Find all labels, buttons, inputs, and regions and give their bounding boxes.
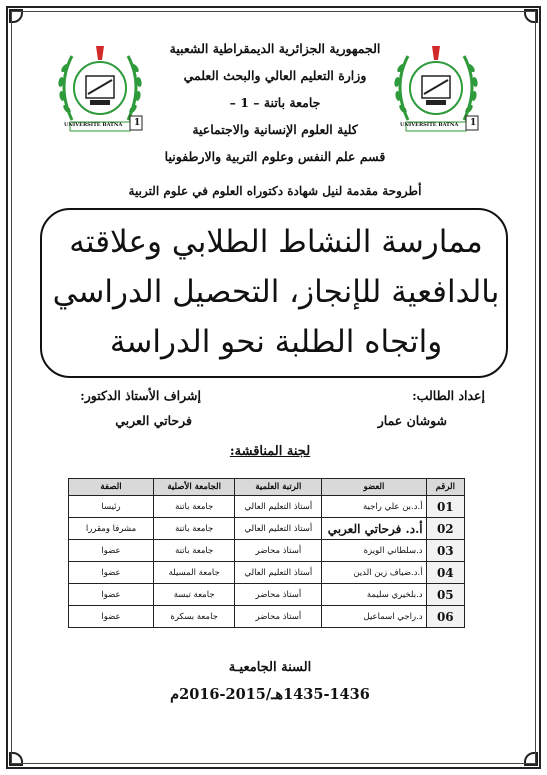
row-rank: أستاذ التعليم العالي [235, 496, 322, 518]
header-university: جامعة باتنة – 1 – [229, 95, 321, 110]
thesis-note: أطروحة مقدمة لنيل شهادة دكتوراه العلوم في علوم التربية [128, 184, 422, 198]
committee-title: لجنة المناقشة: [229, 444, 311, 459]
supervisor-name: فرحاتي العربي [115, 413, 192, 428]
prepared-by-label: إعداد الطالب: [412, 388, 485, 403]
table-header-row [69, 479, 465, 496]
supervisor-label: إشراف الأستاذ الدكتور: [80, 388, 201, 403]
row-member: أ.د.ضياف زين الدين [322, 562, 426, 584]
table-row [69, 540, 465, 562]
table-row [69, 518, 465, 540]
row-rank: أستاذ محاضر [235, 584, 322, 606]
row-member: أ.د.بن علي راجية [322, 496, 426, 518]
title-line-1: ممارسة النشاط الطلابي وعلاقته [69, 224, 483, 260]
committee-table [68, 478, 465, 628]
logo-number: 1 [134, 118, 141, 128]
row-role: عضوا [69, 606, 154, 628]
row-member: أ.د. فرحاتي العربي [322, 518, 426, 540]
academic-year-value: 1435-1436هـ/2015-2016م [170, 686, 370, 703]
row-number: 02 [426, 518, 464, 540]
logo-caption: UNIVERSITE BATNA [400, 122, 459, 128]
row-university: جامعة باتنة [153, 518, 234, 540]
logo-number: 1 [470, 118, 477, 128]
title-frame [40, 208, 508, 378]
row-rank: أستاذ التعليم العالي [235, 562, 322, 584]
row-rank: أستاذ محاضر [235, 606, 322, 628]
col-member: العضو [322, 479, 426, 496]
table-row [69, 606, 465, 628]
header-faculty: كلية العلوم الإنسانية والاجتماعية [192, 122, 358, 137]
header-ministry: وزارة التعليم العالي والبحث العلمي [183, 68, 367, 83]
row-rank: أستاذ محاضر [235, 540, 322, 562]
header-republic: الجمهورية الجزائرية الديمقراطية الشعبية [169, 41, 381, 56]
row-university: جامعة المسيلة [153, 562, 234, 584]
col-role: الصفة [69, 479, 154, 496]
row-number: 01 [426, 496, 464, 518]
table-row [69, 496, 465, 518]
title-line-3: واتجاه الطلبة نحو الدراسة [109, 324, 443, 360]
col-university: الجامعة الأصلية [153, 479, 234, 496]
row-role: رئيسا [69, 496, 154, 518]
row-role: عضوا [69, 540, 154, 562]
row-number: 06 [426, 606, 464, 628]
table-row [69, 562, 465, 584]
col-number: الرقم [426, 479, 464, 496]
row-member: د.سلطاني الويزة [322, 540, 426, 562]
row-role: عضوا [69, 584, 154, 606]
row-number: 03 [426, 540, 464, 562]
title-line-2: بالدافعية للإنجاز، التحصيل الدراسي [52, 274, 500, 310]
row-university: جامعة تبسة [153, 584, 234, 606]
academic-year-label: السنة الجامعيـة [228, 660, 312, 675]
row-university: جامعة باتنة [153, 496, 234, 518]
row-rank: أستاذ التعليم العالي [235, 518, 322, 540]
row-university: جامعة بسكرة [153, 606, 234, 628]
row-university: جامعة باتنة [153, 540, 234, 562]
student-name: شوشان عمار [377, 413, 447, 428]
row-role: مشرفا ومقررا [69, 518, 154, 540]
col-rank: الرتبة العلمية [235, 479, 322, 496]
row-role: عضوا [69, 562, 154, 584]
row-member: د.بلخيري سليمة [322, 584, 426, 606]
logo-caption: UNIVERSITE BATNA [64, 122, 123, 128]
row-number: 05 [426, 584, 464, 606]
row-number: 04 [426, 562, 464, 584]
table-row [69, 584, 465, 606]
header-department: قسم علم النفس وعلوم التربية والارطفونيا [164, 149, 386, 164]
row-member: د.راجي اسماعيل [322, 606, 426, 628]
